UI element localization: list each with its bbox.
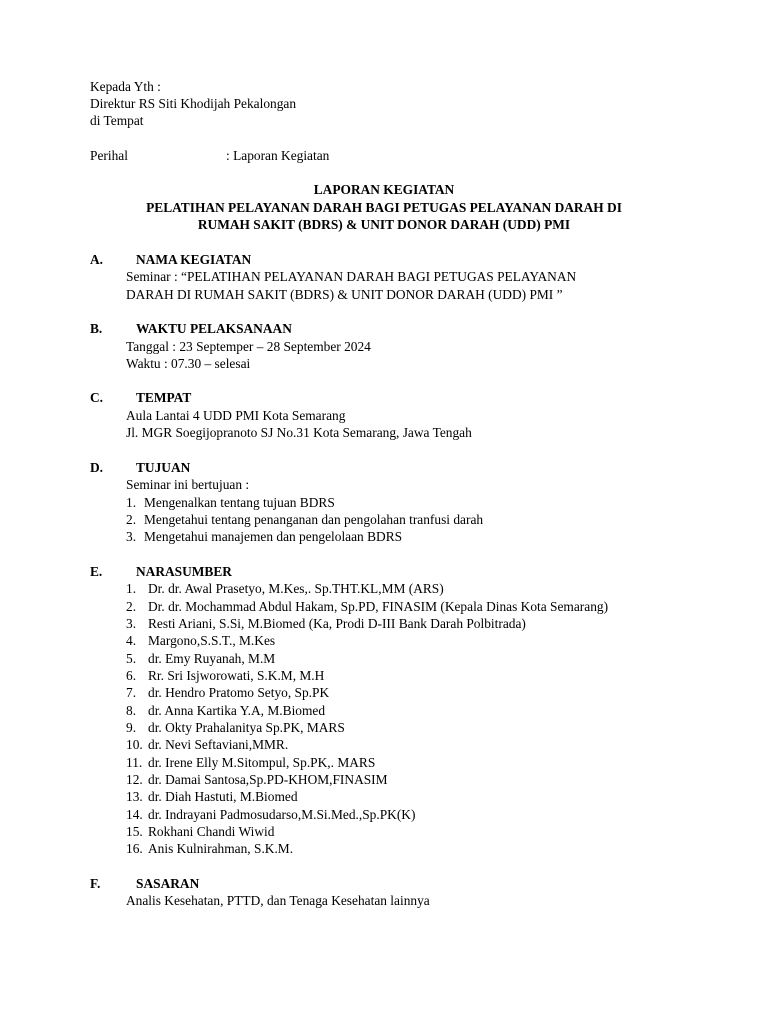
speaker-name: dr. Damai Santosa,Sp.PD-KHOM,FINASIM: [148, 772, 388, 787]
list-item-number: 2.: [126, 512, 137, 527]
recipient-place: di Tempat: [90, 113, 144, 128]
speaker-name: dr. Anna Kartika Y.A, M.Biomed: [148, 703, 326, 718]
list-item: Mengetahui tentang penanganan dan pengolahan tranfusi darah: [144, 512, 484, 527]
list-item: Mengenalkan tentang tujuan BDRS: [144, 495, 335, 510]
section-c-letter: C.: [90, 390, 104, 405]
report-subtitle-line1: PELATIHAN PELAYANAN DARAH BAGI PETUGAS PELAYANAN DARAH DI: [146, 200, 622, 215]
speaker-name: Anis Kulnirahman, S.K.M.: [148, 841, 294, 856]
speaker-number: 4.: [126, 633, 137, 648]
speaker-number: 9.: [126, 720, 137, 735]
speaker-name: dr. Diah Hastuti, M.Biomed: [148, 789, 298, 804]
section-d-heading: TUJUAN: [136, 460, 191, 475]
section-a-text-line1: Seminar : “PELATIHAN PELAYANAN DARAH BAGI PETUGAS PELAYANAN: [126, 269, 577, 284]
list-item-number: 3.: [126, 529, 137, 544]
recipient-greeting: Kepada Yth :: [90, 79, 161, 94]
section-d-intro: Seminar ini bertujuan :: [126, 477, 250, 492]
section-f-letter: F.: [90, 876, 101, 891]
speaker-number: 13.: [126, 789, 143, 804]
perihal-value: : Laporan Kegiatan: [226, 148, 330, 163]
section-c-venue: Aula Lantai 4 UDD PMI Kota Semarang: [126, 408, 346, 423]
speaker-number: 15.: [126, 824, 143, 839]
speaker-number: 3.: [126, 616, 137, 631]
speaker-name: dr. Hendro Pratomo Setyo, Sp.PK: [148, 685, 330, 700]
section-c-heading: TEMPAT: [136, 390, 192, 405]
speaker-number: 12.: [126, 772, 143, 787]
section-a-heading: NAMA KEGIATAN: [136, 252, 252, 267]
section-f-heading: SASARAN: [136, 876, 200, 891]
recipient-name: Direktur RS Siti Khodijah Pekalongan: [90, 96, 297, 111]
speaker-name: dr. Indrayani Padmosudarso,M.Si.Med.,Sp.PK(K): [148, 807, 416, 822]
speaker-number: 11.: [126, 755, 143, 770]
report-subtitle-line2: RUMAH SAKIT (BDRS) & UNIT DONOR DARAH (UDD) PMI: [197, 217, 571, 232]
section-a-text-line2: DARAH DI RUMAH SAKIT (BDRS) & UNIT DONOR DARAH (UDD) PMI ”: [126, 287, 563, 302]
speaker-number: 10.: [126, 737, 143, 752]
speaker-number: 2.: [126, 599, 137, 614]
list-item-number: 1.: [126, 495, 137, 510]
speaker-name: Resti Ariani, S.Si, M.Biomed (Ka, Prodi D-III Bank Darah Polbitrada): [148, 616, 526, 631]
speaker-name: dr. Irene Elly M.Sitompul, Sp.PK,. MARS: [148, 755, 376, 770]
speaker-number: 1.: [126, 581, 137, 596]
speaker-name: Rr. Sri Isjworowati, S.K.M, M.H: [148, 668, 325, 683]
section-b-date: Tanggal : 23 Septemper – 28 September 2024: [126, 339, 371, 354]
speaker-name: Margono,S.S.T., M.Kes: [148, 633, 276, 648]
speaker-name: Dr. dr. Awal Prasetyo, M.Kes,. Sp.THT.KL,MM (ARS): [148, 581, 444, 596]
section-b-time: Waktu : 07.30 – selesai: [126, 356, 251, 371]
perihal-label: Perihal: [90, 148, 128, 163]
speaker-number: 16.: [126, 841, 143, 856]
section-e-letter: E.: [90, 564, 103, 579]
section-e-heading: NARASUMBER: [136, 564, 232, 579]
section-b-heading: WAKTU PELAKSANAAN: [136, 321, 292, 336]
speaker-number: 8.: [126, 703, 137, 718]
speaker-name: dr. Nevi Seftaviani,MMR.: [148, 737, 289, 752]
speaker-name: Dr. dr. Mochammad Abdul Hakam, Sp.PD, FINASIM (Kepala Dinas Kota Semarang): [148, 599, 609, 614]
section-f-text: Analis Kesehatan, PTTD, dan Tenaga Kesehatan lainnya: [126, 893, 430, 908]
list-item: Mengetahui manajemen dan pengelolaan BDRS: [144, 529, 403, 544]
speaker-name: Rokhani Chandi Wiwid: [148, 824, 275, 839]
speaker-number: 6.: [126, 668, 137, 683]
speaker-number: 7.: [126, 685, 137, 700]
speaker-number: 14.: [126, 807, 143, 822]
report-title: LAPORAN KEGIATAN: [313, 182, 455, 197]
section-d-letter: D.: [90, 460, 104, 475]
speaker-name: dr. Okty Prahalanitya Sp.PK, MARS: [148, 720, 345, 735]
speaker-name: dr. Emy Ruyanah, M.M: [148, 651, 276, 666]
section-b-letter: B.: [90, 321, 103, 336]
section-c-address: Jl. MGR Soegijopranoto SJ No.31 Kota Semarang, Jawa Tengah: [126, 425, 472, 440]
speaker-number: 5.: [126, 651, 137, 666]
section-a-letter: A.: [90, 252, 104, 267]
